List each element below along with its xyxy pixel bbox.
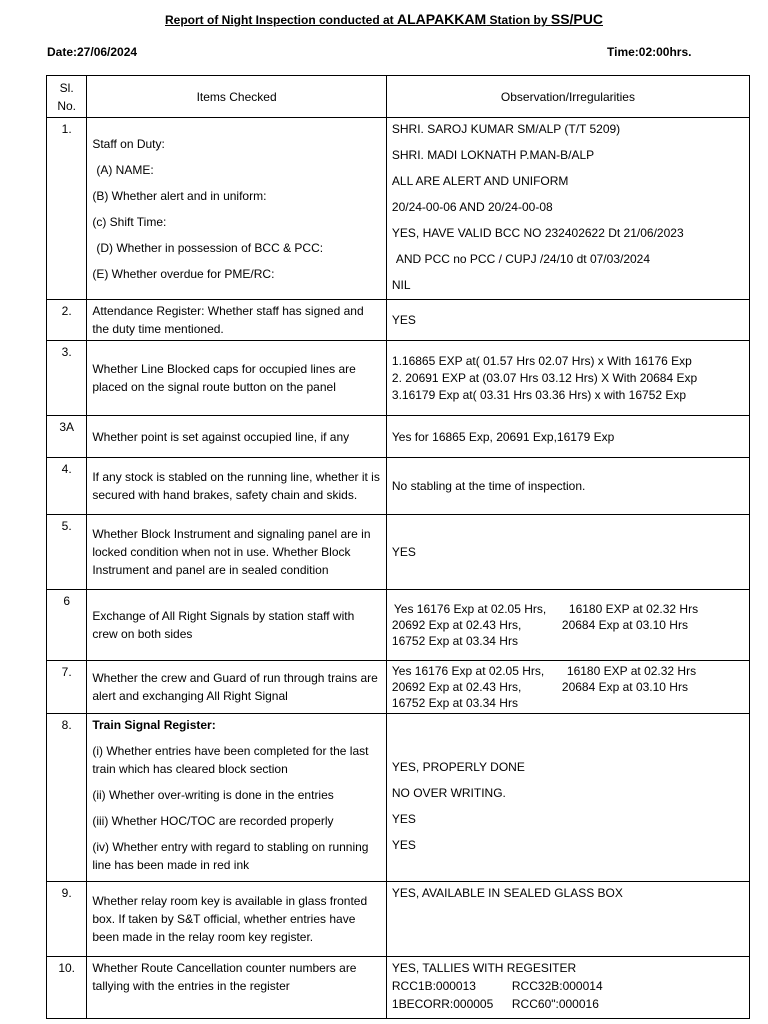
- item-line: (ii) Whether over-writing is done in the entries: [92, 788, 334, 802]
- obs-col-b: 16180 EXP at 02.32 Hrs: [566, 664, 697, 678]
- header-items-checked: Items Checked: [87, 76, 387, 118]
- row-number: 8.: [47, 714, 87, 882]
- station-name: ALAPAKKAM: [397, 11, 487, 27]
- obs-line: NIL: [391, 278, 411, 292]
- obs-col-a: 20692 Exp at 02.43 Hrs,: [391, 680, 522, 694]
- table-row: [47, 341, 750, 416]
- obs-line: 1.16865 EXP at( 01.57 Hrs 02.07 Hrs) x With 16176 Exp: [391, 353, 692, 368]
- header-sl-no: Sl. No.: [47, 76, 87, 118]
- items-cell: If any stock is stabled on the running line, whether it is secured with hand brakes, safety chain and skids.: [87, 458, 387, 515]
- items-cell: [87, 714, 387, 882]
- item-line: (i) Whether entries have been completed for the last train which has cleared block section: [92, 744, 369, 776]
- items-cell: Whether Block Instrument and signaling panel are in locked condition when not in use. Whether Block Instrument and panel are in sealed condition: [87, 515, 387, 590]
- obs-line: SHRI. MADI LOKNATH P.MAN-B/ALP: [391, 148, 595, 162]
- report-title: [0, 11, 768, 27]
- item-line: (c) Shift Time:: [92, 214, 167, 229]
- obs-line: [392, 617, 744, 633]
- obs-col-a: Yes 16176 Exp at 02.05 Hrs,: [393, 602, 547, 616]
- observation-cell: [386, 957, 749, 1019]
- observation-cell: [386, 661, 749, 714]
- observation-cell: No stabling at the time of inspection.: [386, 458, 749, 515]
- observation-cell: YES, AVAILABLE IN SEALED GLASS BOX: [386, 882, 749, 957]
- register-heading: Train Signal Register:: [92, 718, 216, 732]
- table-row: [47, 458, 750, 515]
- obs-col-a: 20692 Exp at 02.43 Hrs,: [391, 618, 522, 632]
- row-number: 4.: [47, 458, 87, 515]
- obs-line: SHRI. SAROJ KUMAR SM/ALP (T/T 5209): [391, 122, 621, 136]
- obs-col-b: 20684 Exp at 03.10 Hrs: [561, 618, 688, 632]
- obs-line: [392, 995, 744, 1013]
- table-row: [47, 957, 750, 1019]
- table-row: [47, 118, 750, 300]
- obs-line: 2. 20691 EXP at (03.07 Hrs 03.12 Hrs) X With 20684 Exp: [391, 370, 698, 385]
- inspector-name: SS/PUC: [550, 11, 603, 27]
- observation-cell: YES: [386, 515, 749, 590]
- items-cell: Whether relay room key is available in glass fronted box. If taken by S&T official, whether entries have been made in the relay room key register.: [87, 882, 387, 957]
- title-mid: Station by: [486, 13, 551, 27]
- obs-line: YES, TALLIES WITH REGESITER: [391, 961, 577, 975]
- item-line: (iv) Whether entry with regard to stabling on running line has been made in red ink: [92, 840, 369, 872]
- items-cell: Whether point is set against occupied line, if any: [87, 416, 387, 458]
- observation-cell: [386, 590, 749, 661]
- item-line: (E) Whether overdue for PME/RC:: [92, 266, 275, 281]
- item-line: (B) Whether alert and in uniform:: [92, 188, 267, 203]
- obs-col-b: 20684 Exp at 03.10 Hrs: [561, 680, 688, 694]
- row-number: 3A: [47, 416, 87, 458]
- row-number: 7.: [47, 661, 87, 714]
- table-row: [47, 882, 750, 957]
- obs-line: ALL ARE ALERT AND UNIFORM: [391, 174, 569, 188]
- row-number: 6: [47, 590, 87, 661]
- row-number: 1.: [47, 118, 87, 300]
- observation-cell: Yes for 16865 Exp, 20691 Exp,16179 Exp: [386, 416, 749, 458]
- obs-line: YES, HAVE VALID BCC NO 232402622 Dt 21/06/2023: [391, 226, 684, 240]
- items-cell: Whether Line Blocked caps for occupied lines are placed on the signal route button on the panel: [87, 341, 387, 416]
- table-header-row: [47, 76, 750, 118]
- obs-line: NO OVER WRITING.: [391, 786, 506, 800]
- inspection-table: [46, 75, 750, 1019]
- obs-line: YES, PROPERLY DONE: [391, 760, 525, 774]
- observation-cell: [386, 341, 749, 416]
- items-cell: Whether Route Cancellation counter numbers are tallying with the entries in the register: [87, 957, 387, 1019]
- table-row: [47, 714, 750, 882]
- table-row: [47, 661, 750, 714]
- obs-line: AND PCC no PCC / CUPJ /24/10 dt 07/03/2024: [395, 252, 651, 266]
- row-number: 10.: [47, 957, 87, 1019]
- item-line: (A) NAME:: [96, 162, 154, 177]
- obs-line: YES: [391, 812, 416, 826]
- obs-col-a: RCC1B:000013: [391, 979, 476, 993]
- obs-line: 3.16179 Exp at( 03.31 Hrs 03.36 Hrs) x with 16752 Exp: [391, 387, 687, 402]
- obs-col-a: 1BECORR:000005: [391, 997, 494, 1011]
- obs-col-a: Yes 16176 Exp at 02.05 Hrs,: [391, 664, 545, 678]
- obs-line: 16752 Exp at 03.34 Hrs: [391, 634, 518, 648]
- observation-cell: [386, 714, 749, 882]
- obs-line: [392, 679, 744, 695]
- items-cell: Attendance Register: Whether staff has signed and the duty time mentioned.: [87, 300, 387, 341]
- observation-cell: [386, 118, 749, 300]
- report-time: Time:02:00hrs.: [607, 45, 692, 59]
- obs-col-b: RCC32B:000014: [511, 979, 603, 993]
- report-date: Date:27/06/2024: [47, 45, 138, 59]
- obs-col-b: RCC60":000016: [511, 997, 599, 1011]
- obs-line: [392, 977, 744, 995]
- obs-line: 16752 Exp at 03.34 Hrs: [391, 696, 518, 710]
- obs-line: 20/24-00-06 AND 20/24-00-08: [391, 200, 553, 214]
- items-cell: Exchange of All Right Signals by station staff with crew on both sides: [87, 590, 387, 661]
- table-row: [47, 416, 750, 458]
- obs-line: [392, 601, 744, 617]
- item-line: (iii) Whether HOC/TOC are recorded properly: [92, 814, 334, 828]
- title-prefix: Report of Night Inspection conducted at: [165, 13, 397, 27]
- header-observation: Observation/Irregularities: [386, 76, 749, 118]
- table-row: [47, 590, 750, 661]
- items-cell: Whether the crew and Guard of run through trains are alert and exchanging All Right Signal: [87, 661, 387, 714]
- observation-cell: YES: [386, 300, 749, 341]
- table-row: [47, 515, 750, 590]
- obs-col-b: 16180 EXP at 02.32 Hrs: [568, 602, 699, 616]
- item-line: Staff on Duty:: [92, 136, 165, 151]
- row-number: 9.: [47, 882, 87, 957]
- obs-line: [392, 663, 744, 679]
- obs-line: YES: [391, 838, 416, 852]
- table-row: [47, 300, 750, 341]
- row-number: 5.: [47, 515, 87, 590]
- items-cell: [87, 118, 387, 300]
- row-number: 3.: [47, 341, 87, 416]
- row-number: 2.: [47, 300, 87, 341]
- item-line: (D) Whether in possession of BCC & PCC:: [96, 240, 324, 255]
